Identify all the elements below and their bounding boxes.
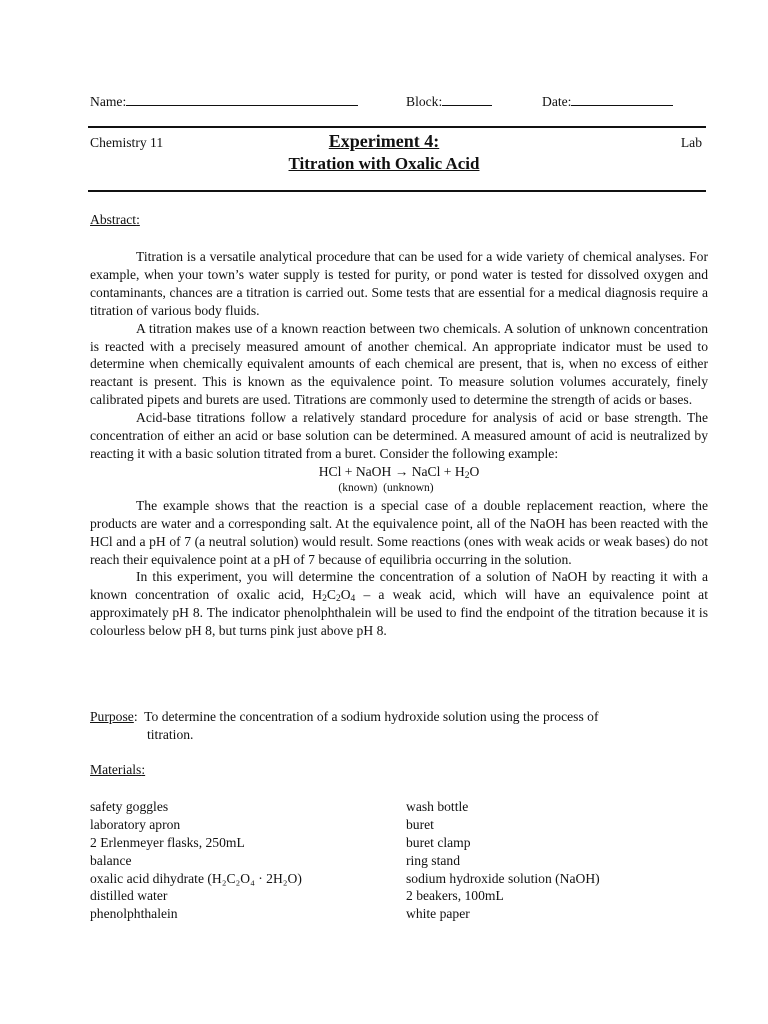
material-item: laboratory apron	[90, 816, 181, 832]
unknown-label: (unknown)	[383, 481, 434, 494]
purpose-section: Purpose: To determine the concentration of a sodium hydroxide solution using the process of titration.	[90, 708, 708, 744]
material-item: sodium hydroxide solution (NaOH)	[406, 870, 600, 886]
date-label: Date:	[542, 94, 572, 109]
experiment-number: Experiment 4:	[328, 131, 440, 151]
bottom-rule	[88, 190, 706, 192]
known-label: (known)	[338, 481, 378, 494]
material-item: distilled water	[90, 888, 168, 904]
abstract-heading: Abstract:	[90, 212, 140, 227]
experiment-title: Titration with Oxalic Acid	[288, 154, 480, 173]
material-item: white paper	[406, 906, 470, 922]
material-item: buret	[406, 816, 434, 832]
materials-right-column	[406, 798, 600, 923]
reaction-equation: HCl + NaOH → NaCl + $H_2O$	[318, 463, 480, 481]
header-fields	[90, 92, 708, 110]
abstract-paragraph-2: A titration makes use of a known reaction between two chemicals. A solution of unknown concentration is reacted with a precisely measured amount of another chemical. An appropriate indicator must be used to determine when chemically equivalent amounts of each chemical are present, that is, when no excess of either reactant is present. This is known as the equivalence point. To measure solution volumes accurately, finely calibrated pipets and burets are used. Titrations are commonly used to determine the strength of acids or bases.	[90, 320, 708, 408]
materials-heading: Materials:	[90, 762, 146, 777]
lab-label: Lab	[680, 135, 702, 150]
block-blank-line[interactable]	[442, 92, 492, 106]
material-item: buret clamp	[406, 834, 471, 850]
top-rule	[88, 126, 706, 128]
date-field	[542, 92, 673, 110]
material-item: phenolphthalein	[90, 906, 178, 922]
purpose-text-continued: titration.	[147, 727, 194, 742]
material-item: wash bottle	[406, 799, 469, 814]
block-label: Block:	[406, 94, 443, 109]
purpose-text: To determine the concentration of a sodium hydroxide solution using the process of	[144, 709, 599, 724]
course-name: Chemistry 11	[90, 135, 164, 150]
abstract-paragraph-1: Titration is a versatile analytical procedure that can be used for a wide variety of chemical analyses. For example, when your town’s water supply is tested for purity, or pond water is tested for dissolved oxygen and contaminants, chances are a titration is carried out. Some tests that are essential for a medical diagnosis require a titration of various body fluids.	[90, 249, 708, 318]
material-item: ring stand	[406, 852, 460, 868]
title-block	[90, 131, 708, 181]
equation-annotations	[90, 481, 708, 495]
name-label: Name:	[90, 94, 127, 109]
material-item: 2 Erlenmeyer flasks, 250mL	[90, 834, 245, 850]
material-item: safety goggles	[90, 799, 169, 814]
materials-left-column	[90, 798, 302, 923]
block-field	[406, 92, 492, 110]
material-item: 2 beakers, 100mL	[406, 888, 504, 904]
abstract-paragraph-3: Acid-base titrations follow a relatively standard procedure for analysis of acid or base strength. The concentration of either an acid or base solution can be determined. A measured amount of acid is neutralized by reacting it with a basic solution titrated from a buret. Consider the following example:	[90, 410, 708, 461]
material-item: oxalic acid dihydrate (H₂C₂O₄ · 2H₂O)	[90, 870, 302, 886]
purpose-heading: Purpose	[90, 709, 134, 724]
material-item: balance	[90, 852, 132, 868]
date-blank-line[interactable]	[571, 92, 673, 106]
name-blank-line[interactable]	[126, 92, 358, 106]
name-field	[90, 92, 358, 110]
abstract-body	[90, 248, 708, 640]
abstract-paragraph-5: In this experiment, you will determine the concentration of a solution of NaOH by reacting it with a known concentration of oxalic acid, $H_2C_2O_4$ – a weak acid, which will have an equivalence point at approximately pH 8. The indicator phenolphthalein will be used to find the endpoint of the titration because it is colourless below pH 8, but turns pink just above pH 8.	[90, 569, 708, 639]
abstract-paragraph-4: The example shows that the reaction is a special case of a double replacement reaction, where the products are water and a corresponding salt. At the equivalence point, all of the NaOH has been reacted with the HCl and a pH of 7 (a neutral solution) would result. Some reactions (ones with weak acids or weak bases) do not reach their equivalence point at a pH of 7 because of equilibria occurring in the solution.	[90, 497, 708, 567]
